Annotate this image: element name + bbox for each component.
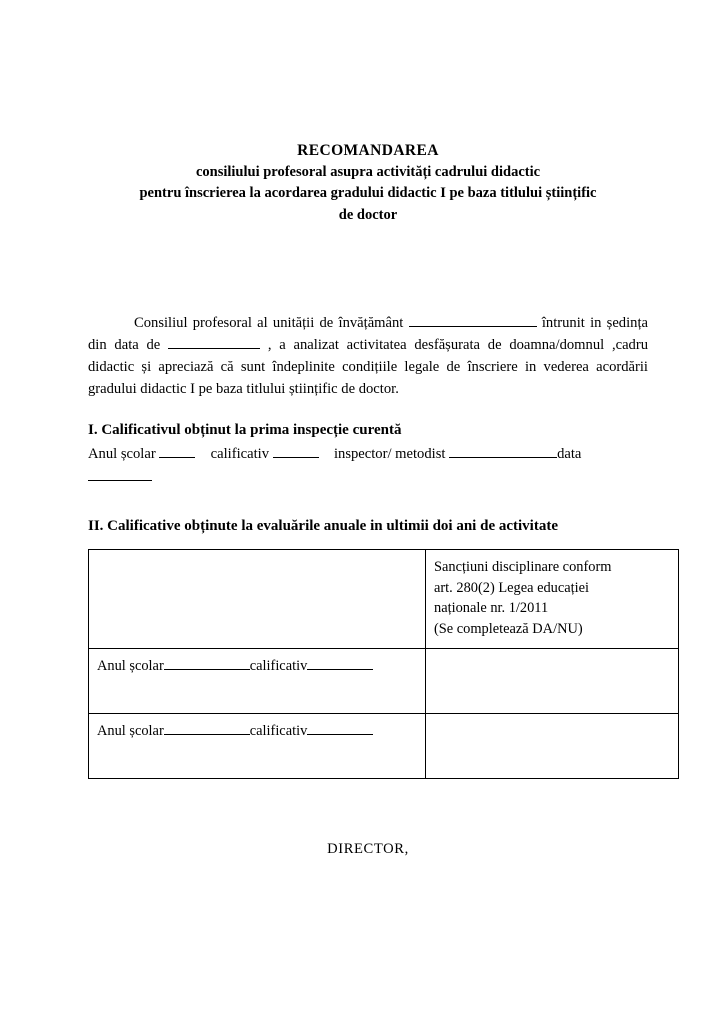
section-2-heading: II. Calificative obținute la evaluările anuale in ultimii doi ani de activitate <box>88 518 558 535</box>
title-line-4: de doctor <box>338 206 398 223</box>
meeting-date-blank[interactable] <box>168 335 260 349</box>
title-line-2: consiliului profesoral asupra activități cadrului didactic <box>195 164 541 181</box>
section-1-date-blank[interactable] <box>88 467 152 481</box>
row-1-grade-label: calificativ <box>249 658 308 675</box>
table-row <box>89 550 679 649</box>
table-cell-year-grade <box>89 649 426 714</box>
section-1-date-label: data <box>557 446 582 463</box>
table-cell-year-grade <box>89 714 426 779</box>
section-1-inspector-label: inspector/ metodist <box>333 446 446 463</box>
document-content <box>88 0 648 858</box>
school-name-blank[interactable] <box>409 313 537 327</box>
sanctions-line-4: (Se completează DA/NU) <box>434 620 583 637</box>
row-1-year-label: Anul școlar <box>97 658 164 675</box>
row-2-year-label: Anul școlar <box>97 723 164 740</box>
section-1-inspector-blank[interactable] <box>449 444 557 458</box>
intro-text-part-3: , a analizat activitatea desfășurata de doamna/domnul ,cadru didactic și apreciază că sunt îndeplinite condițiile legale de înscriere in vederea acordării gradului didactic I pe baza titlului științific de doctor. <box>88 336 649 398</box>
intro-text-part-1: Consiliul profesoral al unității de învățământ <box>134 314 404 331</box>
section-1-heading: I. Calificativul obținut la prima inspecție curentă <box>88 422 402 439</box>
row-1-grade-blank[interactable] <box>307 656 373 670</box>
row-2-grade-blank[interactable] <box>307 721 373 735</box>
table-cell-sanction-value[interactable] <box>426 649 679 714</box>
table-cell-sanctions-header <box>426 550 679 649</box>
row-2-grade-label: calificativ <box>249 723 308 740</box>
intro-paragraph <box>88 312 648 401</box>
sanctions-line-3: naționale nr. 1/2011 <box>434 600 549 617</box>
grades-table <box>88 549 679 779</box>
table-cell-empty <box>89 550 426 649</box>
sanctions-line-1: Sancțiuni disciplinare conform <box>434 559 612 576</box>
section-1-year-blank[interactable] <box>159 444 195 458</box>
row-1-year-blank[interactable] <box>164 656 250 670</box>
section-1-grade-label: calificativ <box>210 446 269 463</box>
document-title-block <box>88 140 648 226</box>
title-line-3: pentru înscrierea la acordarea gradului didactic I pe baza titlului științific <box>139 185 597 202</box>
table-row <box>89 649 679 714</box>
section-1-line <box>88 443 648 488</box>
sanctions-line-2: art. 280(2) Legea educației <box>434 579 590 596</box>
section-1-year-label: Anul școlar <box>88 446 156 463</box>
table-row <box>89 714 679 779</box>
table-cell-sanction-value[interactable] <box>426 714 679 779</box>
director-signature-label: DIRECTOR, <box>327 841 409 858</box>
row-2-year-blank[interactable] <box>164 721 250 735</box>
title-line-1: RECOMANDAREA <box>297 142 439 159</box>
section-1-grade-blank[interactable] <box>273 444 319 458</box>
intro-text-part-2: întrunit in ședința din data de <box>88 314 648 353</box>
